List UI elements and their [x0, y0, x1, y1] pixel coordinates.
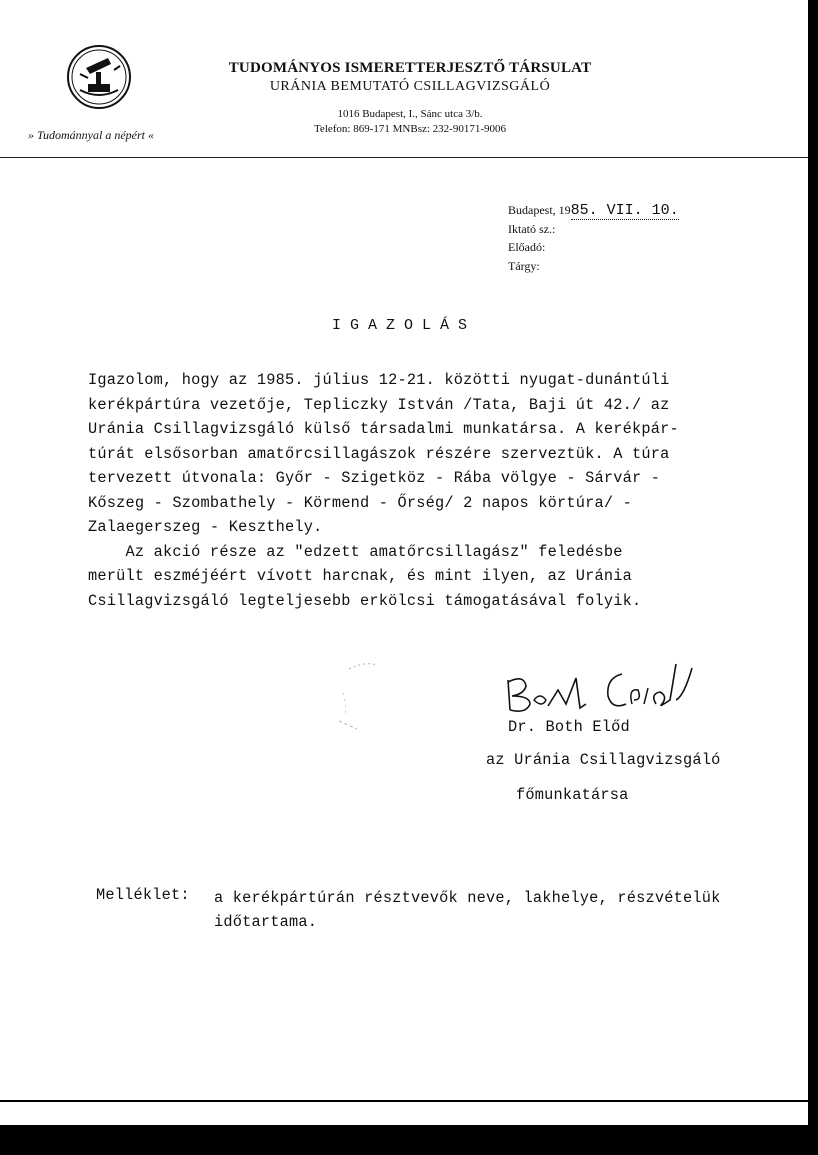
- document-title: IGAZOLÁS: [331, 317, 476, 334]
- telescope-logo-icon: [66, 44, 132, 110]
- signatory-title: főmunkatársa: [516, 786, 629, 804]
- phone-info: Telefon: 869-171 MNBsz: 232-90171-9006: [313, 123, 506, 135]
- eloado-field: Előadó:: [508, 240, 546, 254]
- signatory-name: Dr. Both Előd: [508, 718, 630, 736]
- document-body: Igazolom, hogy az 1985. július 12-21. közötti nyugat-dunántúli kerékpártúra vezetője, Tepliczky István /Tata, Baji út 42./ az Uránia Csillagvizsgáló külső társadalmi munkatársa. A kerékpár- túrát elsősorban amatőrcsillagászok részére szerveztük. A túra tervezett útvonala: Győr - Szigetköz - Rába völgye - Sárvár - Kőszeg - Szombathely - Körmend - Őrség/ 2 napos körtúra/ - Zalaegerszeg - Keszthely. Az akció része az "edzett amatőrcsillagász" feledésbe merült eszméjéért vívott harcnak, és mint ilyen, az Uránia Csillagvizsgáló legteljesebb erkölcsi támogatásával folyik.: [88, 371, 679, 610]
- attachment-label: Melléklet:: [96, 886, 190, 904]
- scan-border-bottom: [0, 1125, 818, 1155]
- address: 1016 Budapest, I., Sánc utca 3/b.: [337, 108, 483, 120]
- scan-border-right: [808, 0, 818, 1155]
- attachment-text: a kerékpártúrán résztvevők neve, lakhelye, részvételük időtartama.: [214, 889, 721, 931]
- date-prefix: Budapest, 19: [508, 203, 571, 217]
- faint-stamp-mark: [335, 657, 405, 737]
- handwritten-signature: [500, 660, 710, 716]
- signatory-org: az Uránia Csillagvizsgáló: [486, 751, 721, 769]
- organization-subname: URÁNIA BEMUTATÓ CSILLAGVIZSGÁLÓ: [269, 79, 551, 94]
- header-divider: [0, 157, 808, 158]
- organization-name: TUDOMÁNYOS ISMERETTERJESZTŐ TÁRSULAT: [228, 60, 592, 76]
- targy-field: Tárgy:: [508, 259, 540, 273]
- scan-line-bottom: [0, 1100, 808, 1102]
- iktato-field: Iktató sz.:: [508, 222, 556, 236]
- motto: » Tudománnyal a népért «: [28, 128, 154, 142]
- date-typed: 85. VII. 10.: [570, 202, 679, 219]
- date-line: [508, 202, 679, 219]
